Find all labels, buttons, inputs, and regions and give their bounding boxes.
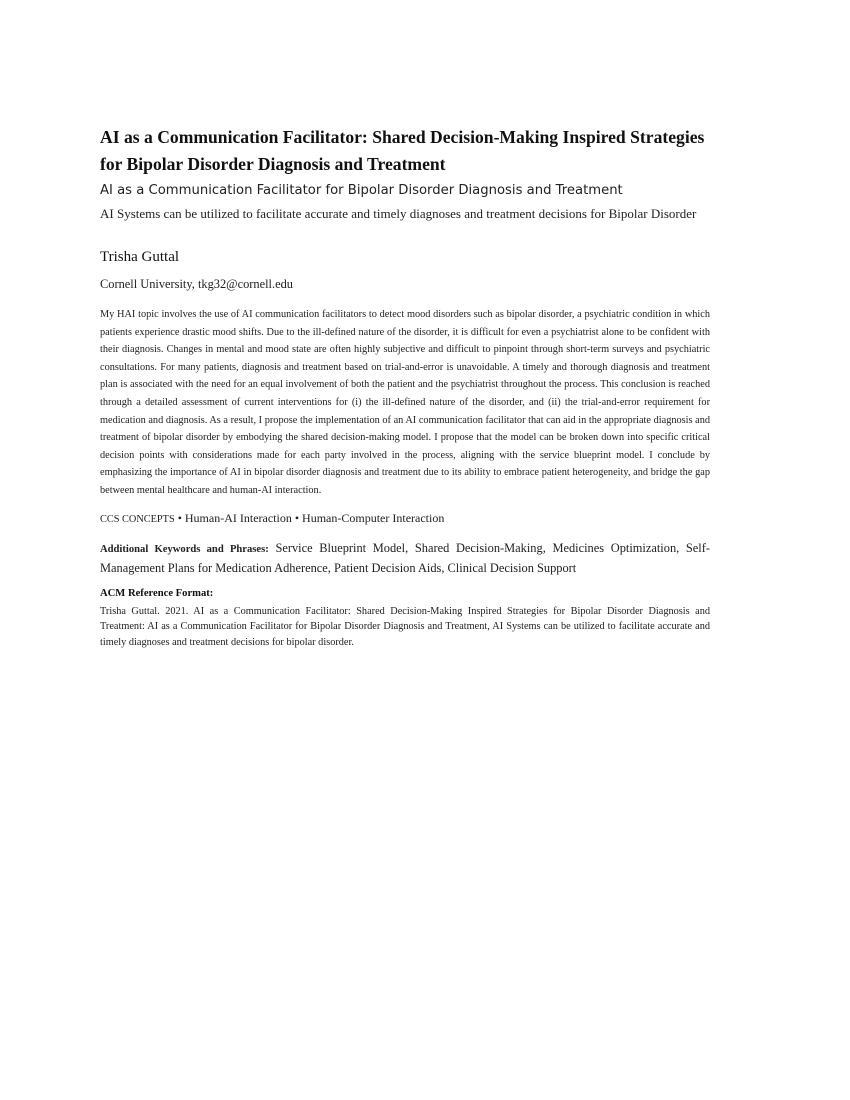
paper-title: AI as a Communication Facilitator: Shared Decision-Making Inspired Strategies for Bipolar Disorder Diagnosis and Treatment xyxy=(100,127,705,174)
author-affiliation: Cornell University, tkg32@cornell.edu xyxy=(100,277,293,291)
keywords xyxy=(100,539,710,578)
reference-format-body: Trisha Guttal. 2021. AI as a Communication Facilitator: Shared Decision-Making Inspired Strategies for Bipolar Disorder Diagnosis and Treatment: AI as a Communication Facilitator for Bipolar Disorder Diagnosis and Treatment, AI Systems can be utilized to facilitate accurate and timely diagnoses and treatment decisions for bipolar disorder. xyxy=(100,605,710,649)
ccs-concepts xyxy=(100,509,710,529)
paper-tagline: AI Systems can be utilized to facilitate accurate and timely diagnoses and treatment decisions for Bipolar Disorder xyxy=(100,206,697,221)
reference-format-heading: ACM Reference Format: xyxy=(100,587,214,599)
author-name: Trisha Guttal xyxy=(100,249,180,265)
paper-subtitle: AI as a Communication Facilitator for Bipolar Disorder Diagnosis and Treatment xyxy=(100,183,623,198)
ccs-label: CCS CONCEPTS xyxy=(100,513,175,525)
keywords-label: Additional Keywords and Phrases: xyxy=(100,543,269,555)
abstract: My HAI topic involves the use of AI communication facilitators to detect mood disorders such as bipolar disorder, a psychiatric condition in which patients experience drastic mood shifts. Due to the ill-defined nature of the disorder, it is difficult for even a psychiatrist alone to be confident with their diagnosis. Changes in mental and mood state are often highly subjective and difficult to pinpoint through short-term surveys and psychiatric consultations. For many patients, diagnosis and treatment based on trial-and-error is unavoidable. A timely and thorough diagnosis and treatment plan is associated with the need for an equal involvement of both the patient and the psychiatrist throughout the process. This conclusion is reached through a detailed assessment of current interventions for (i) the ill-defined nature of the disorder, and (ii) the trial-and-error requirement for medication and diagnosis. As a result, I propose the implementation of an AI communication facilitator that can aid in the appropriate diagnosis and treatment of bipolar disorder by embodying the shared decision-making model. I propose that the model can be broken down into specific critical decision points with considerations made for each party involved in the process, aligning with the service blueprint model. I conclude by emphasizing the importance of AI in bipolar disorder diagnosis and treatment due to its ability to embrace patient heterogeneity, and bridge the gap between mental healthcare and human-AI interaction. xyxy=(100,309,710,496)
ccs-value: • Human-AI Interaction • Human-Computer Interaction xyxy=(174,510,445,525)
front-matter xyxy=(100,124,710,651)
keywords-value: Service Blueprint Model, Shared Decision-Making, Medicines Optimization, Self-Management Plans for Medication Adherence, Patient Decision Aids, Clinical Decision Support xyxy=(100,540,710,576)
